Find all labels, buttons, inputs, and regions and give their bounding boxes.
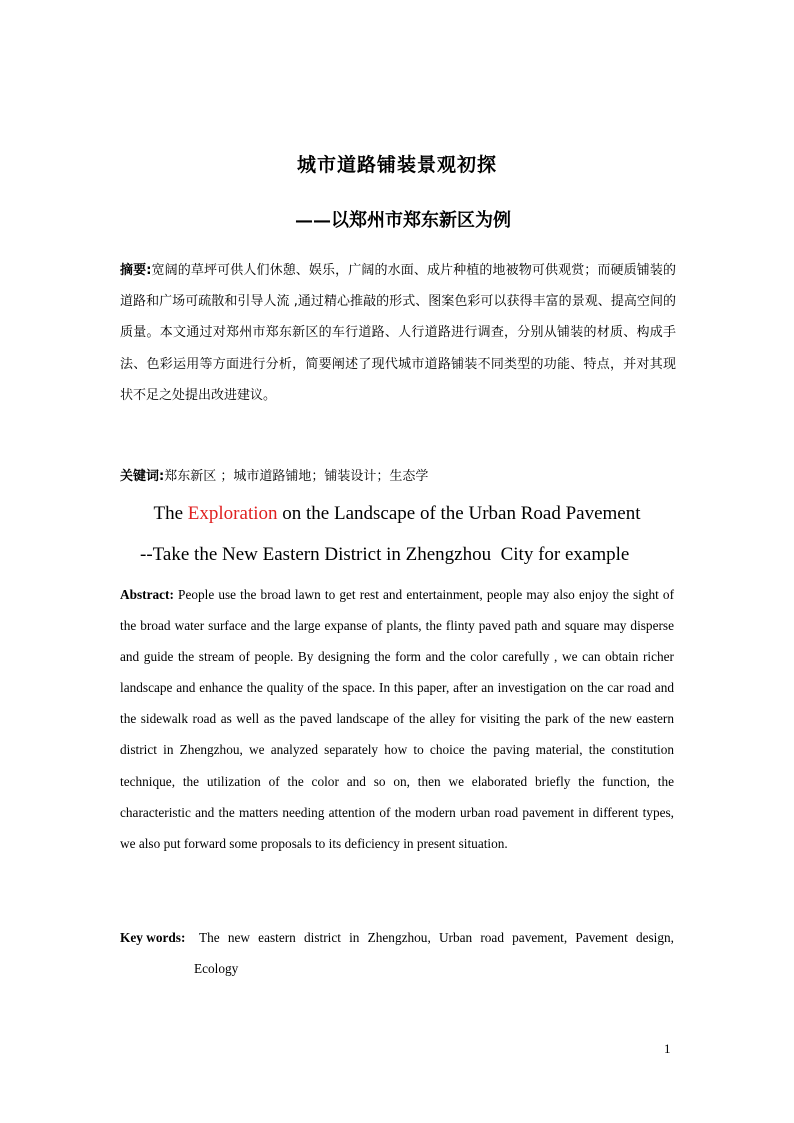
chinese-keywords-text: 郑东新区 ；城市道路铺地；铺装设计；生态学 xyxy=(164,469,429,484)
chinese-title: 城市道路铺装景观初探 xyxy=(296,154,497,176)
english-abstract xyxy=(120,579,674,859)
english-keywords xyxy=(120,922,674,984)
english-title-end: on the Landscape of the Urban Road Pavement xyxy=(277,503,641,524)
english-abstract-label: Abstract: xyxy=(120,587,174,602)
chinese-abstract xyxy=(120,255,676,411)
english-keywords-line2: Ecology xyxy=(194,961,239,976)
page-number: 1 xyxy=(664,1041,671,1056)
english-title-start: The xyxy=(153,503,188,524)
english-abstract-text: People use the broad lawn to get rest and entertainment, people may also enjoy the sight of the broad water surface and the large expanse of plants, the flinty paved path and square may disperse and guide the stream of people. By designing the form and the color carefully , we can obtain richer landscape and enhance the quality of the space. In this paper, after an investigation on the car road and the sidewalk road as well as the paved landscape of the alley for visiting the park of the new eastern district in Zhengzhou, we analyzed separately how to choice the paving material, the constitution technique, the utilization of the color and so on, then we elaborated briefly the function, the characteristic and the matters needing attention of the modern urban road pavement in different types, we also put forward some proposals to its deficiency in present situation. xyxy=(120,587,675,851)
english-title-highlight: Exploration xyxy=(187,503,278,524)
english-subtitle: --Take the New Eastern District in Zhengzhou City for example xyxy=(140,544,630,565)
english-title xyxy=(0,503,794,525)
chinese-abstract-label: 摘要: xyxy=(120,263,152,278)
chinese-abstract-text: 宽阔的草坪可供人们休憩、娱乐，广阔的水面、成片种植的地被物可供观赏；而硬质铺装的道路和广场可疏散和引导人流 ,通过精心推敲的形式、图案色彩可以获得丰富的景观、提高空间的质量。本文通过对郑州市郑东新区的车行道路、人行道路进行调查，分别从铺装的材质、构成手法、色彩运用等方面进行分析，简要阐述了现代城市道路铺装不同类型的功能、特点，并对其现状不足之处提出改进建议。 xyxy=(120,263,676,403)
chinese-subtitle: ——以郑州市郑东新区为例 xyxy=(295,210,511,231)
chinese-keywords xyxy=(120,464,676,490)
english-keywords-label: Key words: xyxy=(120,930,186,945)
english-keywords-line1: The new eastern district in Zhengzhou, Urban road pavement, Pavement design, xyxy=(199,930,674,945)
chinese-keywords-label: 关键词: xyxy=(120,469,165,484)
